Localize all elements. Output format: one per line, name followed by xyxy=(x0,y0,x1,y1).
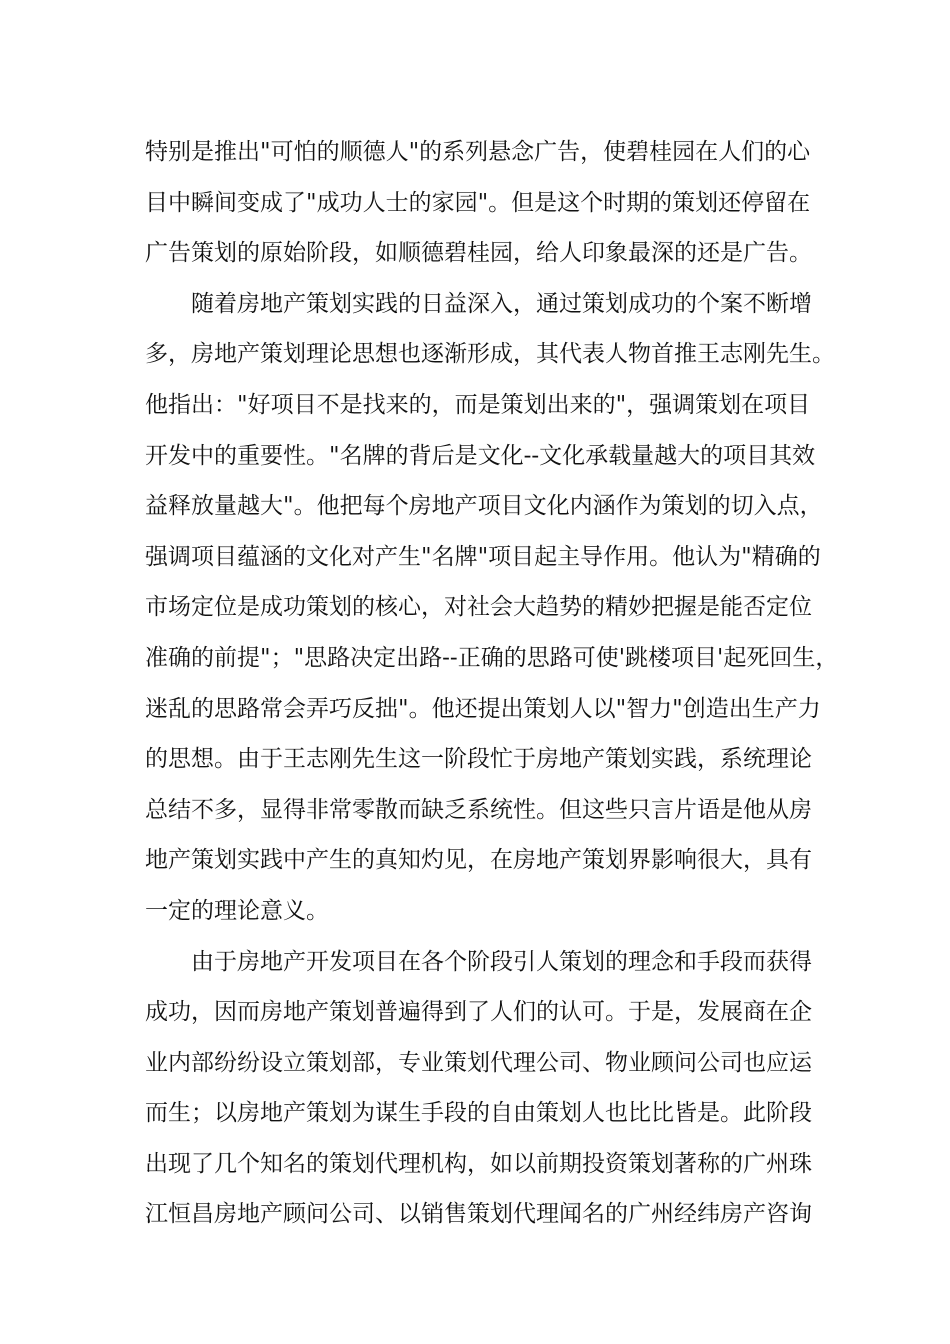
text-line: 准确的前提"；"思路决定出路--正确的思路可使'跳楼项目'起死回生， xyxy=(145,644,839,671)
text-line: 广告策划的原始阶段，如顺德碧桂园，给人印象最深的还是广告。 xyxy=(145,240,812,267)
text-line: 开发中的重要性。"名牌的背后是文化--文化承载量越大的项目其效 xyxy=(145,442,816,469)
text-line: 江恒昌房地产顾问公司、以销售策划代理闻名的广州经纬房产咨询 xyxy=(145,1201,812,1228)
paragraph-first-line: 由于房地产开发项目在各个阶段引人策划的理念和手段而获得 xyxy=(191,948,812,975)
text-line: 总结不多，显得非常零散而缺乏系统性。但这些只言片语是他从房 xyxy=(145,796,812,823)
text-line: 成功，因而房地产策划普遍得到了人们的认可。于是，发展商在企 xyxy=(145,999,812,1026)
text-line: 业内部纷纷设立策划部，专业策划代理公司、物业顾问公司也应运 xyxy=(145,1049,812,1076)
text-line: 一定的理论意义。 xyxy=(145,897,329,924)
body-text xyxy=(145,134,839,1247)
text-line: 的思想。由于王志刚先生这一阶段忙于房地产策划实践，系统理论 xyxy=(145,746,812,773)
text-line: 目中瞬间变成了"成功人士的家园"。但是这个时期的策划还停留在 xyxy=(145,189,811,216)
paragraph-first-line: 随着房地产策划实践的日益深入，通过策划成功的个案不断增 xyxy=(191,290,812,317)
text-line: 他指出："好项目不是找来的，而是策划出来的"，强调策划在项目 xyxy=(145,391,811,418)
text-line: 特别是推出"可怕的顺德人"的系列悬念广告，使碧桂园在人们的心 xyxy=(145,139,811,165)
text-line: 市场定位是成功策划的核心，对社会大趋势的精妙把握是能否定位 xyxy=(145,594,812,621)
text-line: 多，房地产策划理论思想也逐渐形成，其代表人物首推王志刚先生。 xyxy=(145,341,835,368)
text-line: 强调项目蕴涵的文化对产生"名牌"项目起主导作用。他认为"精确的 xyxy=(145,543,821,570)
text-line: 迷乱的思路常会弄巧反拙"。他还提出策划人以"智力"创造出生产力 xyxy=(145,695,821,722)
text-line: 而生；以房地产策划为谋生手段的自由策划人也比比皆是。此阶段 xyxy=(145,1100,812,1127)
text-line: 益释放量越大"。他把每个房地产项目文化内涵作为策划的切入点， xyxy=(145,493,823,520)
text-line: 地产策划实践中产生的真知灼见，在房地产策划界影响很大，具有 xyxy=(145,847,812,874)
text-line: 出现了几个知名的策划代理机构，如以前期投资策划著称的广州珠 xyxy=(145,1150,812,1177)
